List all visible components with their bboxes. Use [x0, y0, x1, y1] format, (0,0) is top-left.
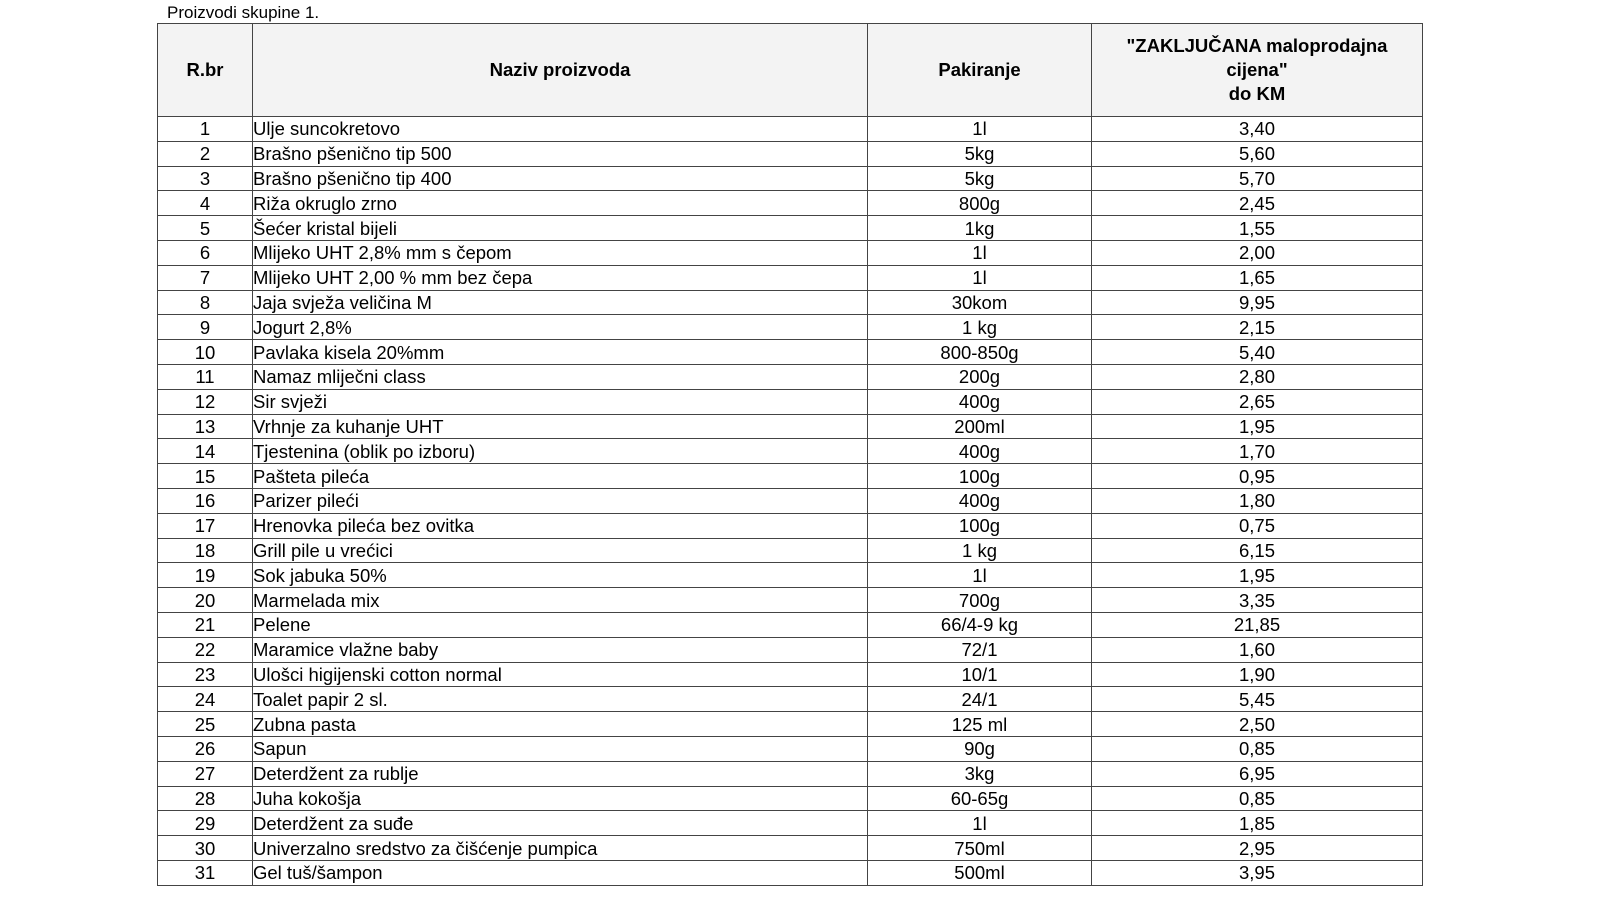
- product-name: Sapun: [253, 736, 868, 761]
- price: 5,70: [1092, 166, 1423, 191]
- row-number: 22: [158, 637, 253, 662]
- packaging: 66/4-9 kg: [868, 612, 1092, 637]
- table-row: [158, 612, 1423, 637]
- packaging: 10/1: [868, 662, 1092, 687]
- table-row: [158, 191, 1423, 216]
- packaging: 1kg: [868, 216, 1092, 241]
- product-name: Sok jabuka 50%: [253, 563, 868, 588]
- product-name: Gel tuš/šampon: [253, 860, 868, 885]
- table-row: [158, 513, 1423, 538]
- price: 1,60: [1092, 637, 1423, 662]
- price: 5,60: [1092, 141, 1423, 166]
- packaging: 5kg: [868, 141, 1092, 166]
- row-number: 15: [158, 464, 253, 489]
- packaging: 90g: [868, 736, 1092, 761]
- product-name: Mlijeko UHT 2,00 % mm bez čepa: [253, 265, 868, 290]
- row-number: 16: [158, 488, 253, 513]
- price: 0,75: [1092, 513, 1423, 538]
- packaging: 1 kg: [868, 538, 1092, 563]
- row-number: 24: [158, 687, 253, 712]
- row-number: 17: [158, 513, 253, 538]
- packaging: 500ml: [868, 860, 1092, 885]
- row-number: 7: [158, 265, 253, 290]
- price: 3,95: [1092, 860, 1423, 885]
- price: 1,90: [1092, 662, 1423, 687]
- header-number: R.br: [158, 24, 253, 117]
- table-row: [158, 315, 1423, 340]
- table-row: [158, 240, 1423, 265]
- price: 5,40: [1092, 340, 1423, 365]
- row-number: 9: [158, 315, 253, 340]
- table-row: [158, 488, 1423, 513]
- table-row: [158, 414, 1423, 439]
- packaging: 100g: [868, 464, 1092, 489]
- table-row: [158, 117, 1423, 142]
- row-number: 2: [158, 141, 253, 166]
- products-table: [157, 23, 1423, 886]
- product-name: Mlijeko UHT 2,8% mm s čepom: [253, 240, 868, 265]
- price: 6,15: [1092, 538, 1423, 563]
- product-name: Pavlaka kisela 20%mm: [253, 340, 868, 365]
- product-name: Šećer kristal bijeli: [253, 216, 868, 241]
- packaging: 30kom: [868, 290, 1092, 315]
- row-number: 30: [158, 836, 253, 861]
- row-number: 27: [158, 761, 253, 786]
- product-name: Deterdžent za rublje: [253, 761, 868, 786]
- packaging: 750ml: [868, 836, 1092, 861]
- table-row: [158, 141, 1423, 166]
- packaging: 1l: [868, 265, 1092, 290]
- packaging: 5kg: [868, 166, 1092, 191]
- product-name: Vrhnje za kuhanje UHT: [253, 414, 868, 439]
- packaging: 1 kg: [868, 315, 1092, 340]
- price: 2,65: [1092, 389, 1423, 414]
- product-name: Ulošci higijenski cotton normal: [253, 662, 868, 687]
- header-packaging: Pakiranje: [868, 24, 1092, 117]
- packaging: 200g: [868, 364, 1092, 389]
- packaging: 24/1: [868, 687, 1092, 712]
- product-name: Deterdžent za suđe: [253, 811, 868, 836]
- packaging: 700g: [868, 588, 1092, 613]
- product-name: Ulje suncokretovo: [253, 117, 868, 142]
- packaging: 1l: [868, 811, 1092, 836]
- packaging: 1l: [868, 240, 1092, 265]
- price: 1,95: [1092, 414, 1423, 439]
- packaging: 100g: [868, 513, 1092, 538]
- row-number: 6: [158, 240, 253, 265]
- product-name: Juha kokošja: [253, 786, 868, 811]
- table-row: [158, 216, 1423, 241]
- table-row: [158, 712, 1423, 737]
- product-name: Brašno pšenično tip 400: [253, 166, 868, 191]
- table-row: [158, 588, 1423, 613]
- row-number: 10: [158, 340, 253, 365]
- table-row: [158, 736, 1423, 761]
- table-caption: Proizvodi skupine 1.: [167, 3, 320, 22]
- product-name: Univerzalno sredstvo za čišćenje pumpica: [253, 836, 868, 861]
- row-number: 29: [158, 811, 253, 836]
- row-number: 3: [158, 166, 253, 191]
- product-name: Zubna pasta: [253, 712, 868, 737]
- price: 21,85: [1092, 612, 1423, 637]
- packaging: 200ml: [868, 414, 1092, 439]
- product-name: Brašno pšenično tip 500: [253, 141, 868, 166]
- price: 2,00: [1092, 240, 1423, 265]
- table-body: [158, 117, 1423, 886]
- table-row: [158, 389, 1423, 414]
- row-number: 4: [158, 191, 253, 216]
- product-name: Grill pile u vrećici: [253, 538, 868, 563]
- table-row: [158, 340, 1423, 365]
- row-number: 5: [158, 216, 253, 241]
- header-locked-price: "ZAKLJUČANA maloprodajna cijena" do KM: [1092, 24, 1423, 117]
- product-name: Pelene: [253, 612, 868, 637]
- price: 1,65: [1092, 265, 1423, 290]
- packaging: 400g: [868, 439, 1092, 464]
- packaging: 125 ml: [868, 712, 1092, 737]
- row-number: 13: [158, 414, 253, 439]
- row-number: 19: [158, 563, 253, 588]
- product-name: Pašteta pileća: [253, 464, 868, 489]
- price: 3,40: [1092, 117, 1423, 142]
- price: 1,55: [1092, 216, 1423, 241]
- product-name: Marmelada mix: [253, 588, 868, 613]
- price: 1,95: [1092, 563, 1423, 588]
- table-row: [158, 786, 1423, 811]
- table-row: [158, 439, 1423, 464]
- price: 6,95: [1092, 761, 1423, 786]
- product-name: Jogurt 2,8%: [253, 315, 868, 340]
- product-name: Namaz mliječni class: [253, 364, 868, 389]
- product-name: Jaja svježa veličina M: [253, 290, 868, 315]
- price: 0,85: [1092, 736, 1423, 761]
- row-number: 26: [158, 736, 253, 761]
- row-number: 12: [158, 389, 253, 414]
- price: 2,50: [1092, 712, 1423, 737]
- product-name: Maramice vlažne baby: [253, 637, 868, 662]
- table-row: [158, 836, 1423, 861]
- row-number: 18: [158, 538, 253, 563]
- table-row: [158, 662, 1423, 687]
- product-name: Tjestenina (oblik po izboru): [253, 439, 868, 464]
- price: 0,85: [1092, 786, 1423, 811]
- row-number: 25: [158, 712, 253, 737]
- packaging: 1l: [868, 563, 1092, 588]
- price: 2,80: [1092, 364, 1423, 389]
- table-row: [158, 811, 1423, 836]
- row-number: 31: [158, 860, 253, 885]
- row-number: 23: [158, 662, 253, 687]
- packaging: 800g: [868, 191, 1092, 216]
- table-row: [158, 860, 1423, 885]
- price: 1,80: [1092, 488, 1423, 513]
- packaging: 400g: [868, 488, 1092, 513]
- header-product-name: Naziv proizvoda: [253, 24, 868, 117]
- product-name: Parizer pileći: [253, 488, 868, 513]
- row-number: 11: [158, 364, 253, 389]
- table-row: [158, 265, 1423, 290]
- table-row: [158, 563, 1423, 588]
- price: 5,45: [1092, 687, 1423, 712]
- table-row: [158, 637, 1423, 662]
- table-row: [158, 166, 1423, 191]
- row-number: 8: [158, 290, 253, 315]
- row-number: 20: [158, 588, 253, 613]
- row-number: 28: [158, 786, 253, 811]
- product-name: Riža okruglo zrno: [253, 191, 868, 216]
- product-name: Sir svježi: [253, 389, 868, 414]
- packaging: 1l: [868, 117, 1092, 142]
- price: 2,15: [1092, 315, 1423, 340]
- table-row: [158, 364, 1423, 389]
- product-name: Hrenovka pileća bez ovitka: [253, 513, 868, 538]
- price: 9,95: [1092, 290, 1423, 315]
- packaging: 400g: [868, 389, 1092, 414]
- row-number: 1: [158, 117, 253, 142]
- price: 3,35: [1092, 588, 1423, 613]
- table-row: [158, 538, 1423, 563]
- table-row: [158, 464, 1423, 489]
- product-name: Toalet papir 2 sl.: [253, 687, 868, 712]
- row-number: 21: [158, 612, 253, 637]
- table-row: [158, 687, 1423, 712]
- packaging: 800-850g: [868, 340, 1092, 365]
- table-row: [158, 761, 1423, 786]
- price: 1,70: [1092, 439, 1423, 464]
- packaging: 3kg: [868, 761, 1092, 786]
- price: 1,85: [1092, 811, 1423, 836]
- price: 2,45: [1092, 191, 1423, 216]
- price: 0,95: [1092, 464, 1423, 489]
- price: 2,95: [1092, 836, 1423, 861]
- packaging: 72/1: [868, 637, 1092, 662]
- row-number: 14: [158, 439, 253, 464]
- header-row: [158, 24, 1423, 117]
- packaging: 60-65g: [868, 786, 1092, 811]
- table-row: [158, 290, 1423, 315]
